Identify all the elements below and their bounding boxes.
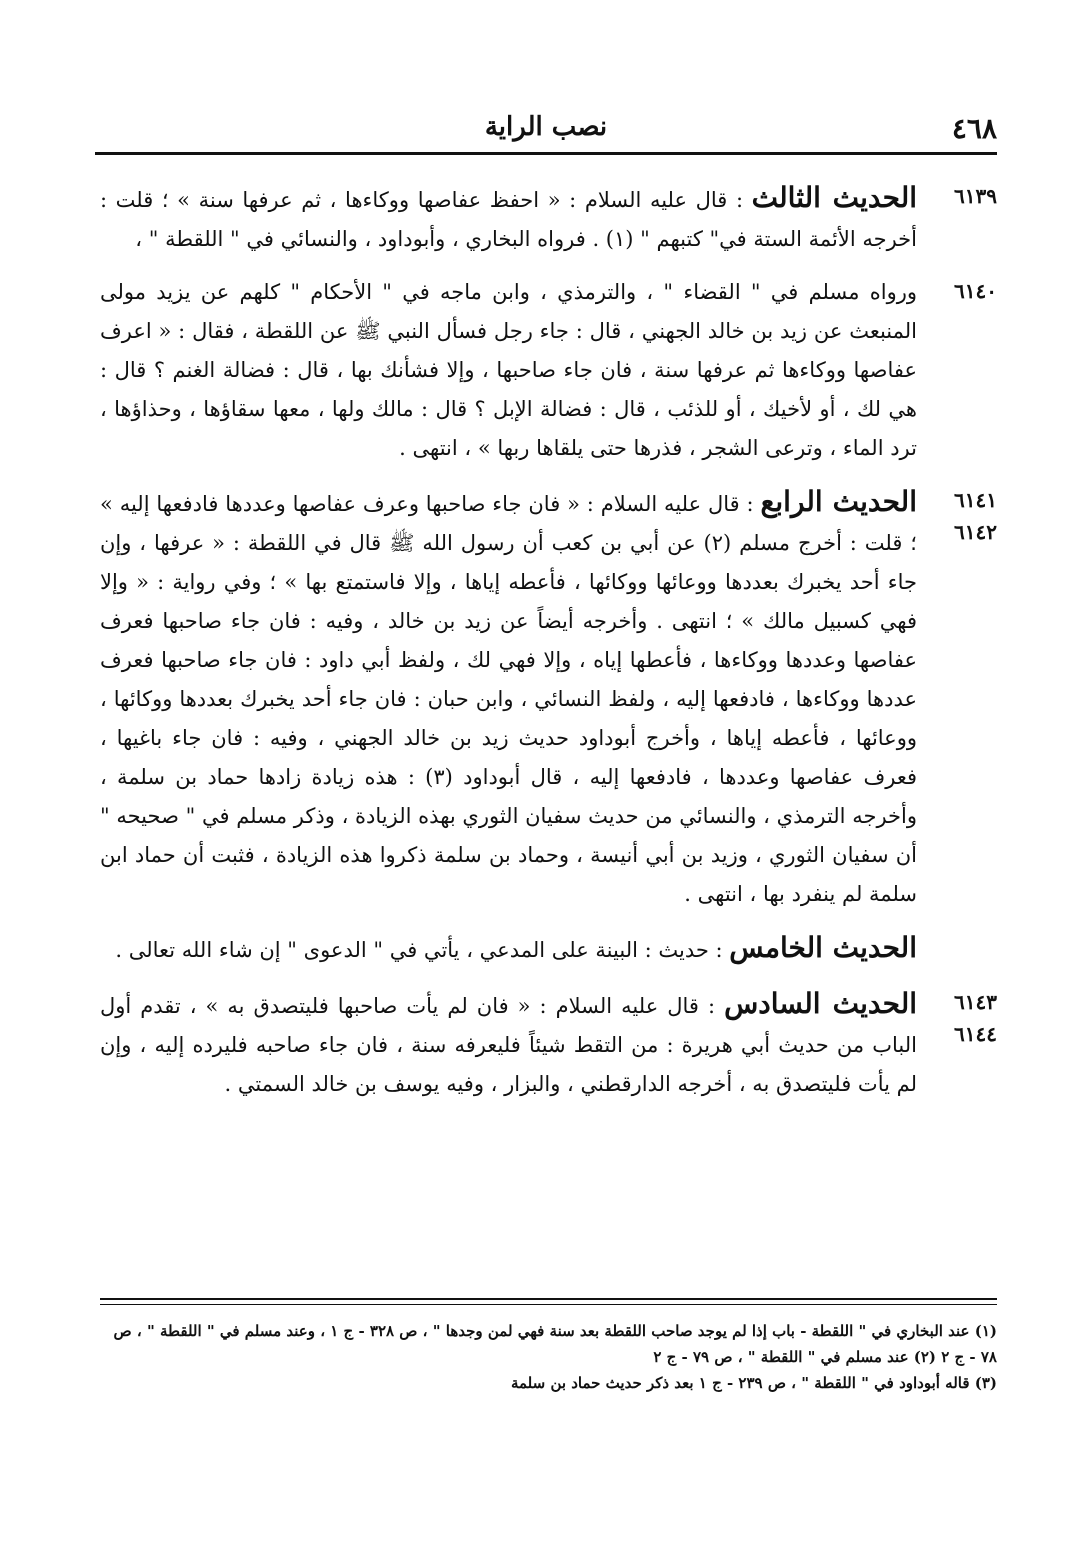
- entry-text: [100, 928, 917, 970]
- entry-body: ورواه مسلم في " القضاء " ، والترمذي ، وابن ماجه في " الأحكام " كلهم عن يزيد مولى المنبعث عن زيد بن خالد الجهني ، قال : جاء رجل فسأل النبي ﷺ عن اللقطة ، فقال : « اعرف عفاصها ووكاءها ثم عرفها سنة ، فان جاء صاحبها ، وإلا فشأنك بها ، قال : فضالة الغنم ؟ قال : هي لك ، أو لأخيك ، أو للذئب ، قال : فضالة الإبل ؟ قال : مالك ولها ، معها سقاؤها ، وحذاؤها ، ترد الماء ، وترعى الشجر ، فذرها حتى يلقاها ربها » ، انتهى .: [100, 280, 917, 460]
- page-number: ٤٦٨: [951, 112, 997, 145]
- footnote-rule: [100, 1298, 997, 1300]
- entry-number: ٦١٤٤: [954, 1022, 997, 1046]
- entry-body: : قال عليه السلام : « فان لم يأت صاحبها فليتصدق به » ، تقدم أول الباب من حديث أبي هريرة : من التقط شيئاً فليعرفه سنة ، فان جاء صاحبه فليرده إليه ، وإن لم يأت فليتصدق به ، أخرجه الدارقطني ، والبزار ، وفيه يوسف بن خالد السمتي .: [100, 994, 917, 1096]
- entry-text: [100, 273, 917, 468]
- hadith-entry: [100, 984, 997, 1104]
- entry-heading: الحديث السادس: [724, 987, 918, 1020]
- hadith-entry: [100, 273, 997, 468]
- entry-body: : قال عليه السلام : « فان جاء صاحبها وعرف عفاصها وعددها فادفعها إليه » ؛ قلت : أخرج مسلم (٢) عن أبي بن كعب أن رسول الله ﷺ قال في اللقطة : « عرفها ، وإن جاء أحد يخبرك بعددها ووعائها ووكائها ، فأعطه إياها ، وإلا فاستمتع بها » ؛ وفي رواية : « وإلا فهي كسبيل مالك » ؛ انتهى . وأخرجه أيضاً عن زيد بن خالد ، وفيه : فان جاء صاحبها فعرف عفاصها وعددها ووكاءها ، فأعطها إياه ، وإلا فهي لك ، ولفظ أبي داود : فان جاء صاحبها فعرف عددها ووكاءها ، فادفعها إليه ، ولفظ النسائي ، وابن حبان : فان جاء أحد يخبرك بعددها ووكائها ، ووعائها ، فأعطه إياها ، وأخرج أبوداود حديث زيد بن خالد الجهني ، وفيه : فان جاء باغيها ، فعرف عفاصها وعددها ، فادفعها إليه ، قال أبوداود (٣) : هذه زيادة زادها حماد بن سلمة ، وأخرجه الترمذي ، والنسائي من حديث سفيان الثوري بهذه الزيادة ، وذكر مسلم في " صحيحه " أن سفيان الثوري ، وزيد بن أبي أنيسة ، وحماد بن سلمة ذكروا هذه الزيادة ، فثبت أن حماد ابن سلمة لم ينفرد بها ، انتهى .: [100, 492, 917, 906]
- entry-body: : قال عليه السلام : « احفظ عفاصها ووكاءها ، ثم عرفها سنة » ؛ قلت : أخرجه الأئمة الستة في" كتبهم " (١) . فرواه البخاري ، وأبوداود ، والنسائي في " اللقطة " ،: [100, 188, 917, 251]
- entry-text: [100, 482, 917, 914]
- footnotes: [100, 1318, 997, 1396]
- page-body: [100, 178, 997, 1118]
- entry-number: ٦١٤٣: [954, 990, 997, 1014]
- footnote-rule: [100, 1304, 997, 1305]
- entry-heading: الحديث الرابع: [760, 485, 917, 518]
- entry-text: [100, 178, 917, 259]
- entry-heading: الحديث الخامس: [729, 931, 917, 964]
- hadith-entry: [100, 928, 997, 970]
- running-title: نصب الراية: [484, 112, 608, 142]
- entry-text: [100, 984, 917, 1104]
- header-rule: [95, 152, 997, 155]
- entry-number: ٦١٤٠: [954, 279, 997, 303]
- entry-number: ٦١٤٢: [954, 520, 997, 544]
- hadith-entry: [100, 482, 997, 914]
- entry-heading: الحديث الثالث: [751, 181, 918, 214]
- footnote: (١) عند البخاري في " اللقطة - باب إذا لم يوجد صاحب اللقطة بعد سنة فهي لمن وجدها " ، ص ٣٢٨ - ج ١ ، وعند مسلم في " اللقطة " ، ص ٧٨ - ج ٢ (٢) عند مسلم في " اللقطة " ، ص ٧٩ - ج ٢: [113, 1322, 997, 1366]
- page-header: [95, 112, 997, 152]
- hadith-entry: [100, 178, 997, 259]
- footnote: (٣) قاله أبوداود في " اللقطة " ، ص ٢٣٩ - ج ١ بعد ذكر حديث حماد بن سلمة: [510, 1374, 997, 1392]
- entry-body: : حديث : البينة على المدعي ، يأتي في " الدعوى " إن شاء الله تعالى .: [115, 938, 723, 962]
- entry-number: ٦١٣٩: [954, 184, 997, 208]
- entry-number: ٦١٤١: [954, 488, 997, 512]
